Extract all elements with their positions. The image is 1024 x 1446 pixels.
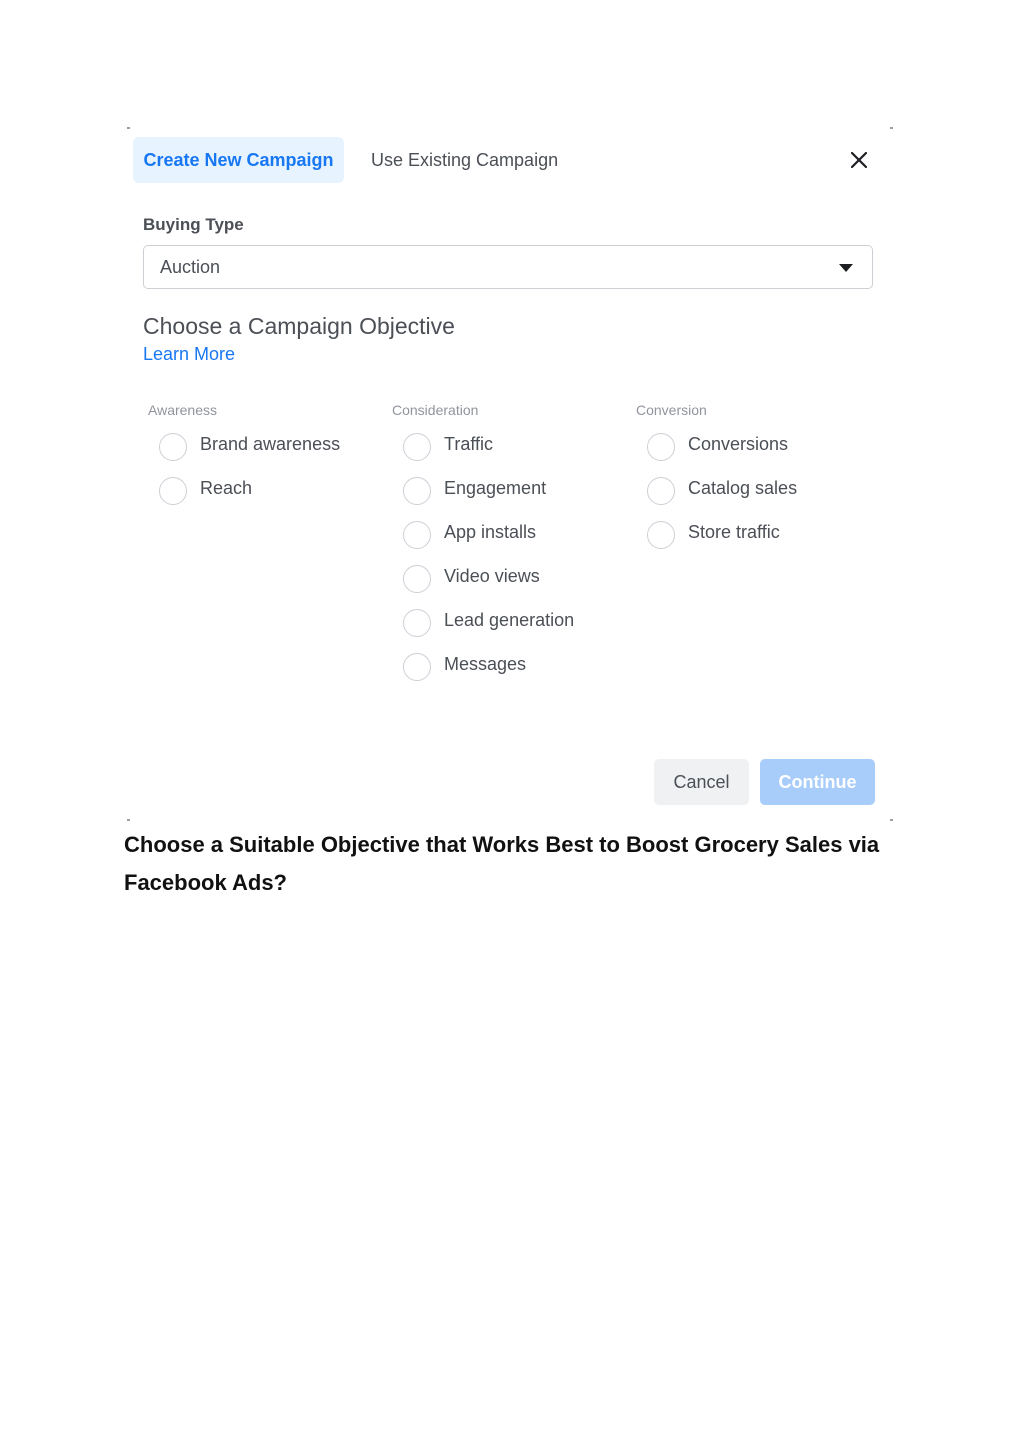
option-label: App installs bbox=[444, 522, 537, 542]
create-campaign-dialog bbox=[127, 127, 893, 821]
option-label: Engagement bbox=[444, 478, 547, 498]
option-label: Conversions bbox=[688, 434, 789, 454]
buying-type-value: Auction bbox=[160, 257, 221, 277]
option-messages[interactable] bbox=[387, 642, 617, 686]
option-label: Video views bbox=[444, 566, 540, 586]
dialog-corner-mark bbox=[127, 819, 130, 821]
tab-create-new-campaign[interactable]: Create New Campaign bbox=[133, 137, 344, 183]
dialog-corner-mark bbox=[890, 819, 893, 821]
close-button[interactable] bbox=[843, 144, 875, 176]
column-header-awareness: Awareness bbox=[148, 402, 218, 418]
radio-unselected-icon[interactable] bbox=[403, 565, 431, 593]
option-app-installs[interactable] bbox=[387, 510, 617, 554]
article-question-heading: Choose a Suitable Objective that Works Best to Boost Grocery Sales via Facebook Ads? bbox=[124, 832, 880, 895]
radio-unselected-icon[interactable] bbox=[403, 477, 431, 505]
option-label: Catalog sales bbox=[688, 478, 798, 498]
option-label: Lead generation bbox=[444, 610, 575, 630]
buying-type-label: Buying Type bbox=[143, 215, 244, 234]
radio-unselected-icon[interactable] bbox=[647, 521, 675, 549]
option-label: Reach bbox=[200, 478, 253, 498]
option-lead-generation[interactable] bbox=[387, 598, 617, 642]
radio-unselected-icon[interactable] bbox=[403, 521, 431, 549]
conversion-column bbox=[631, 402, 861, 554]
radio-unselected-icon[interactable] bbox=[159, 433, 187, 461]
radio-unselected-icon[interactable] bbox=[403, 609, 431, 637]
option-reach[interactable] bbox=[143, 466, 373, 510]
tab-use-existing-campaign[interactable]: Use Existing Campaign bbox=[371, 150, 559, 170]
consideration-column bbox=[387, 402, 617, 686]
radio-unselected-icon[interactable] bbox=[647, 433, 675, 461]
objective-heading: Choose a Campaign Objective bbox=[143, 313, 455, 339]
column-header-conversion: Conversion bbox=[636, 402, 707, 418]
option-label: Store traffic bbox=[688, 522, 780, 542]
option-brand-awareness[interactable] bbox=[143, 422, 373, 466]
option-catalog-sales[interactable] bbox=[631, 466, 861, 510]
option-store-traffic[interactable] bbox=[631, 510, 861, 554]
caret-down-icon bbox=[839, 264, 853, 272]
radio-unselected-icon[interactable] bbox=[403, 653, 431, 681]
option-label: Brand awareness bbox=[200, 434, 341, 454]
option-traffic[interactable] bbox=[387, 422, 617, 466]
learn-more-link[interactable]: Learn More bbox=[143, 344, 236, 364]
option-engagement[interactable] bbox=[387, 466, 617, 510]
radio-unselected-icon[interactable] bbox=[403, 433, 431, 461]
cancel-button[interactable]: Cancel bbox=[654, 759, 749, 805]
radio-unselected-icon[interactable] bbox=[159, 477, 187, 505]
dialog-corner-mark bbox=[127, 127, 130, 129]
option-label: Traffic bbox=[444, 434, 494, 454]
continue-button[interactable]: Continue bbox=[760, 759, 875, 805]
awareness-column bbox=[143, 402, 373, 510]
buying-type-select[interactable] bbox=[143, 245, 873, 289]
option-label: Messages bbox=[444, 654, 527, 674]
option-video-views[interactable] bbox=[387, 554, 617, 598]
radio-unselected-icon[interactable] bbox=[647, 477, 675, 505]
dialog-corner-mark bbox=[890, 127, 893, 129]
option-conversions[interactable] bbox=[631, 422, 861, 466]
close-icon bbox=[843, 144, 875, 176]
column-header-consideration: Consideration bbox=[392, 402, 479, 418]
